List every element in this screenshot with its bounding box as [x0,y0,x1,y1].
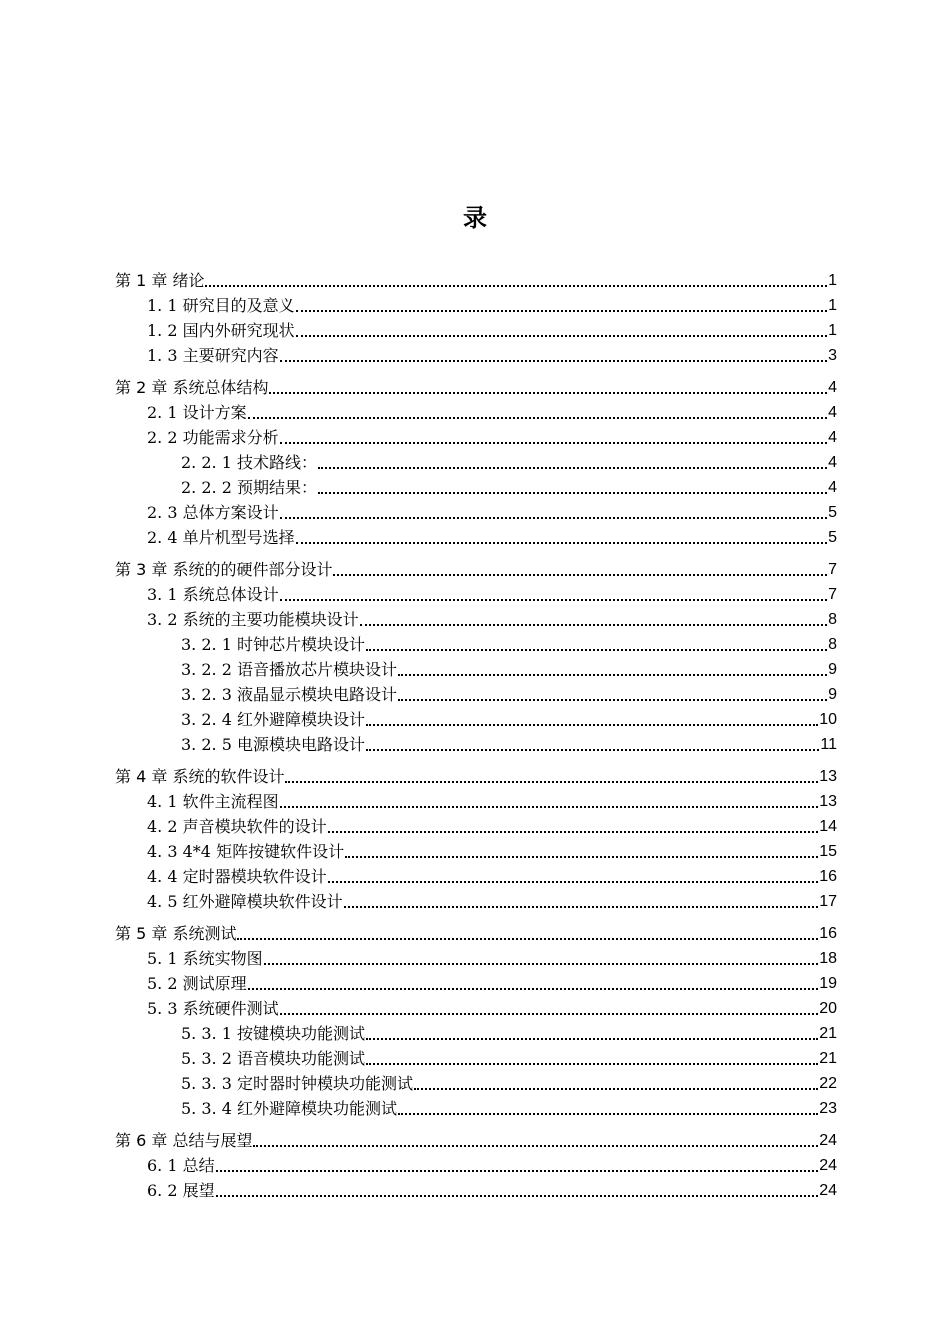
toc-entry-label: 3. 2. 3 液晶显示模块电路设计 [181,685,397,704]
toc-page-number: 18 [819,950,837,967]
toc-leader-dots [285,780,818,783]
toc-page-number: 21 [819,1050,837,1067]
toc-leader-dots [296,334,827,337]
toc-section-entry[interactable] [115,318,837,343]
toc-entry-label: 第 3 章 系统的的硬件部分设计 [115,560,333,579]
toc-leader-dots [248,416,827,419]
table-of-contents [115,268,837,1210]
toc-page-number: 22 [819,1075,837,1092]
toc-section-entry[interactable] [115,607,837,632]
toc-leader-dots [366,1062,818,1065]
toc-page-number: 1 [828,297,837,314]
toc-leader-dots [237,937,818,940]
toc-section-entry[interactable] [115,814,837,839]
toc-section-entry[interactable] [115,789,837,814]
toc-page-number: 9 [828,686,837,703]
toc-entry-label: 3. 2. 2 语音播放芯片模块设计 [181,660,397,679]
toc-chapter-block [115,764,837,914]
toc-page-number: 19 [819,975,837,992]
toc-subsection-entry[interactable] [115,1096,837,1121]
toc-leader-dots [205,284,827,287]
toc-chapter-block [115,557,837,757]
toc-chapter-entry[interactable] [115,1128,837,1153]
toc-entry-label: 5. 2 测试原理 [147,974,247,993]
toc-section-entry[interactable] [115,996,837,1021]
toc-section-entry[interactable] [115,582,837,607]
toc-entry-label: 6. 2 展望 [147,1181,215,1200]
toc-subsection-entry[interactable] [115,657,837,682]
toc-entry-label: 4. 4 定时器模块软件设计 [147,867,327,886]
toc-leader-dots [280,516,827,519]
toc-page-number: 4 [828,429,837,446]
toc-section-entry[interactable] [115,889,837,914]
toc-leader-dots [398,673,827,676]
toc-entry-label: 5. 3. 3 定时器时钟模块功能测试 [181,1074,413,1093]
toc-chapter-entry[interactable] [115,764,837,789]
toc-leader-dots [296,309,827,312]
toc-entry-label: 第 4 章 系统的软件设计 [115,767,285,786]
toc-page-number: 10 [819,711,837,728]
toc-leader-dots [366,723,818,726]
toc-page-number: 24 [819,1182,837,1199]
toc-entry-label: 1. 2 国内外研究现状 [147,321,295,340]
toc-page-number: 4 [828,404,837,421]
toc-page-number: 4 [828,479,837,496]
toc-chapter-block [115,1128,837,1203]
toc-leader-dots [398,1112,818,1115]
toc-section-entry[interactable] [115,839,837,864]
toc-entry-label: 3. 1 系统总体设计 [147,585,279,604]
toc-page-number: 9 [828,661,837,678]
toc-entry-label: 5. 1 系统实物图 [147,949,263,968]
toc-leader-dots [216,1169,819,1172]
toc-entry-label: 3. 2 系统的主要功能模块设计 [147,610,359,629]
toc-leader-dots [269,391,827,394]
toc-entry-label: 3. 2. 1 时钟芯片模块设计 [181,635,365,654]
toc-page-number: 8 [828,636,837,653]
toc-page-number: 1 [828,272,837,289]
toc-entry-label: 3. 2. 4 红外避障模块设计 [181,710,365,729]
toc-leader-dots [366,648,827,651]
toc-subsection-entry[interactable] [115,475,837,500]
toc-entry-label: 2. 4 单片机型号选择 [147,528,295,547]
toc-subsection-entry[interactable] [115,682,837,707]
toc-page-number: 15 [819,843,837,860]
toc-leader-dots [414,1087,818,1090]
toc-entry-label: 第 1 章 绪论 [115,271,205,290]
toc-leader-dots [360,623,827,626]
toc-leader-dots [280,359,827,362]
toc-page-number: 7 [828,586,837,603]
toc-leader-dots [328,830,819,833]
toc-entry-label: 4. 3 4*4 矩阵按键软件设计 [147,842,345,861]
toc-entry-label: 4. 2 声音模块软件的设计 [147,817,327,836]
toc-chapter-entry[interactable] [115,268,837,293]
toc-page-number: 5 [828,504,837,521]
toc-page-number: 4 [828,454,837,471]
toc-page-number: 17 [819,893,837,910]
toc-page-number: 3 [828,347,837,364]
toc-section-entry[interactable] [115,343,837,368]
toc-leader-dots [280,1012,819,1015]
toc-entry-label: 4. 5 红外避障模块软件设计 [147,892,343,911]
toc-entry-label: 5. 3. 4 红外避障模块功能测试 [181,1099,397,1118]
toc-leader-dots [345,855,818,858]
toc-page-number: 13 [819,793,837,810]
toc-entry-label: 1. 3 主要研究内容 [147,346,279,365]
toc-leader-dots [333,573,827,576]
toc-chapter-entry[interactable] [115,557,837,582]
toc-page-number: 8 [828,611,837,628]
toc-entry-label: 2. 2 功能需求分析 [147,428,279,447]
toc-leader-dots [280,441,827,444]
toc-leader-dots [366,748,819,751]
toc-leader-dots [318,491,827,494]
toc-subsection-entry[interactable] [115,1021,837,1046]
toc-page-number: 13 [819,768,837,785]
toc-entry-label: 5. 3. 1 按键模块功能测试 [181,1024,365,1043]
toc-leader-dots [248,987,819,990]
toc-subsection-entry[interactable] [115,632,837,657]
toc-section-entry[interactable] [115,500,837,525]
toc-subsection-entry[interactable] [115,707,837,732]
toc-page-number: 16 [819,868,837,885]
toc-entry-label: 第 6 章 总结与展望 [115,1131,253,1150]
toc-entry-label: 2. 3 总体方案设计 [147,503,279,522]
toc-section-entry[interactable] [115,293,837,318]
toc-leader-dots [344,905,819,908]
toc-subsection-entry[interactable] [115,1071,837,1096]
toc-leader-dots [264,962,819,965]
toc-subsection-entry[interactable] [115,450,837,475]
toc-title: 录 [463,204,487,232]
toc-entry-label: 6. 1 总结 [147,1156,215,1175]
toc-entry-label: 2. 1 设计方案 [147,403,247,422]
toc-page-number: 16 [819,925,837,942]
toc-page-number: 11 [820,736,837,753]
toc-page-number: 20 [819,1000,837,1017]
toc-page-number: 24 [819,1157,837,1174]
toc-leader-dots [296,541,827,544]
toc-leader-dots [318,466,827,469]
toc-section-entry[interactable] [115,971,837,996]
toc-page-number: 4 [828,379,837,396]
toc-page-number: 24 [819,1132,837,1149]
toc-leader-dots [280,805,819,808]
toc-section-entry[interactable] [115,400,837,425]
toc-entry-label: 5. 3. 2 语音模块功能测试 [181,1049,365,1068]
toc-chapter-entry[interactable] [115,921,837,946]
toc-page-number: 14 [819,818,837,835]
toc-chapter-entry[interactable] [115,375,837,400]
toc-entry-label: 3. 2. 5 电源模块电路设计 [181,735,365,754]
toc-page-number: 23 [819,1100,837,1117]
toc-section-entry[interactable] [115,946,837,971]
toc-chapter-block [115,268,837,368]
toc-entry-label: 2. 2. 2 预期结果： [181,478,317,497]
toc-leader-dots [216,1194,819,1197]
toc-page-number: 7 [828,561,837,578]
toc-entry-label: 4. 1 软件主流程图 [147,792,279,811]
toc-section-entry[interactable] [115,864,837,889]
toc-page-number: 1 [828,322,837,339]
toc-leader-dots [253,1144,818,1147]
toc-entry-label: 第 5 章 系统测试 [115,924,237,943]
toc-section-entry[interactable] [115,425,837,450]
toc-chapter-block [115,921,837,1121]
toc-leader-dots [280,598,827,601]
toc-section-entry[interactable] [115,525,837,550]
toc-page-number: 21 [819,1025,837,1042]
toc-chapter-block [115,375,837,550]
toc-section-entry[interactable] [115,1178,837,1203]
toc-section-entry[interactable] [115,1153,837,1178]
toc-leader-dots [328,880,819,883]
toc-leader-dots [366,1037,818,1040]
toc-leader-dots [398,698,827,701]
toc-page-number: 5 [828,529,837,546]
toc-entry-label: 1. 1 研究目的及意义 [147,296,295,315]
toc-entry-label: 5. 3 系统硬件测试 [147,999,279,1018]
toc-entry-label: 2. 2. 1 技术路线： [181,453,317,472]
toc-entry-label: 第 2 章 系统总体结构 [115,378,269,397]
toc-subsection-entry[interactable] [115,732,837,757]
toc-subsection-entry[interactable] [115,1046,837,1071]
